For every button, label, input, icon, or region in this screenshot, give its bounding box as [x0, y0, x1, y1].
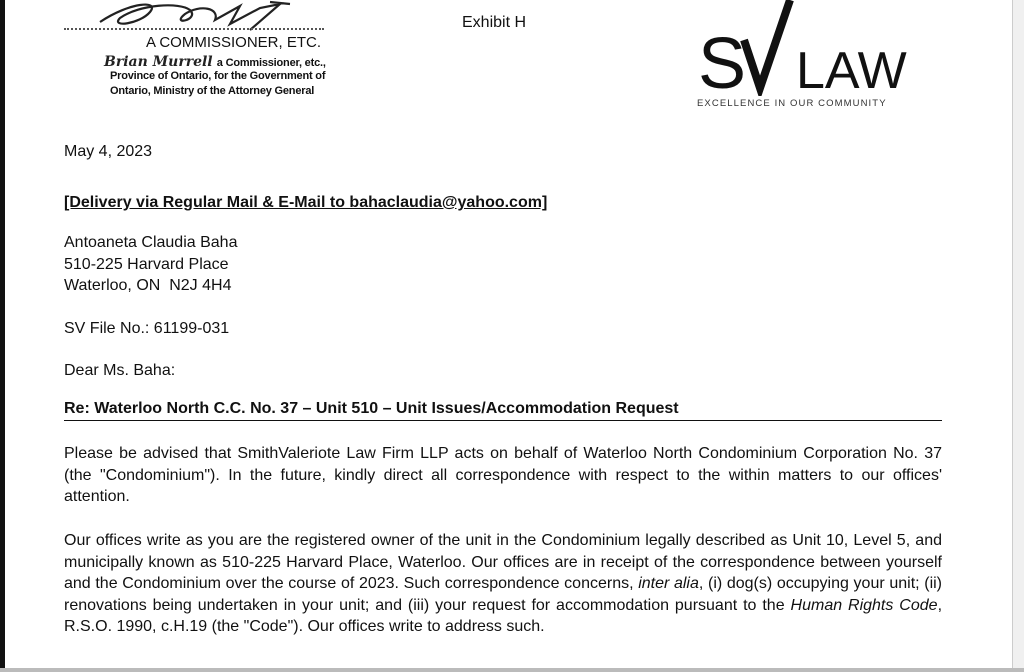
exhibit-label: Exhibit H	[462, 14, 527, 31]
stamp-line: Ontario, Ministry of the Attorney General	[110, 85, 315, 97]
address-line: Waterloo, ON N2J 4H4	[64, 277, 232, 294]
paragraph-2	[64, 530, 942, 638]
text: Our offices write as you are the registered owner of the unit in the Condominium legally described as Unit 10, Level 5, and municipally known as 510-225 Harvard Place, Waterloo. Our offices are in receipt of the correspondence between yourself and the Condominium over the course of 2023. Such correspondence concerns,	[64, 532, 942, 592]
stamp-line: a Commissioner, etc.,	[216, 57, 326, 69]
sv-law-logo	[698, 0, 948, 96]
recipient-address	[64, 232, 237, 297]
logo-tagline: EXCELLENCE IN OUR COMMUNITY	[697, 98, 887, 109]
text-italic: inter alia	[638, 575, 699, 592]
text: , R.S.O. 1990, c.H.19 (the "Code"). Our offices write to address such.	[64, 596, 943, 635]
address-line: 510-225 Harvard Place	[64, 255, 229, 273]
text-italic: Human Rights Code	[790, 596, 938, 614]
stamp-title: A COMMISSIONER, ETC.	[146, 34, 322, 51]
address-line: Antoaneta Claudia Baha	[64, 234, 238, 251]
file-number: SV File No.: 61199-031	[64, 320, 230, 337]
delivery-note: [Delivery via Regular Mail & E-Mail to bahaclaudia@yahoo.com]	[64, 194, 548, 211]
scan-edge	[0, 0, 5, 672]
svg-text:S: S	[698, 24, 747, 96]
page-margin	[1012, 0, 1024, 672]
paragraph-1: Please be advised that SmithValeriote Law Firm LLP acts on behalf of Waterloo North Condominium Corporation No. 37 (the "Condominium"). In the future, kindly direct all correspondence with respect to the within matters to our offices' attention.	[64, 445, 942, 505]
letter-date: May 4, 2023	[64, 143, 153, 160]
commissioner-stamp	[104, 34, 326, 97]
svg-text:LAW: LAW	[796, 42, 907, 96]
signature-line	[64, 28, 324, 30]
subject-line: Re: Waterloo North C.C. No. 37 – Unit 510 – Unit Issues/Accommodation Request	[64, 400, 942, 421]
salutation: Dear Ms. Baha:	[64, 362, 176, 379]
commissioner-signature-name: Brian Murrell	[104, 54, 213, 70]
text: , (i) dog(s) occupying your unit; (ii) renovations being undertaken in your unit; and (iii) your request for accommodation pursuant to the	[64, 575, 943, 614]
stamp-line: Province of Ontario, for the Government of	[110, 70, 326, 82]
page-edge	[0, 668, 1024, 672]
